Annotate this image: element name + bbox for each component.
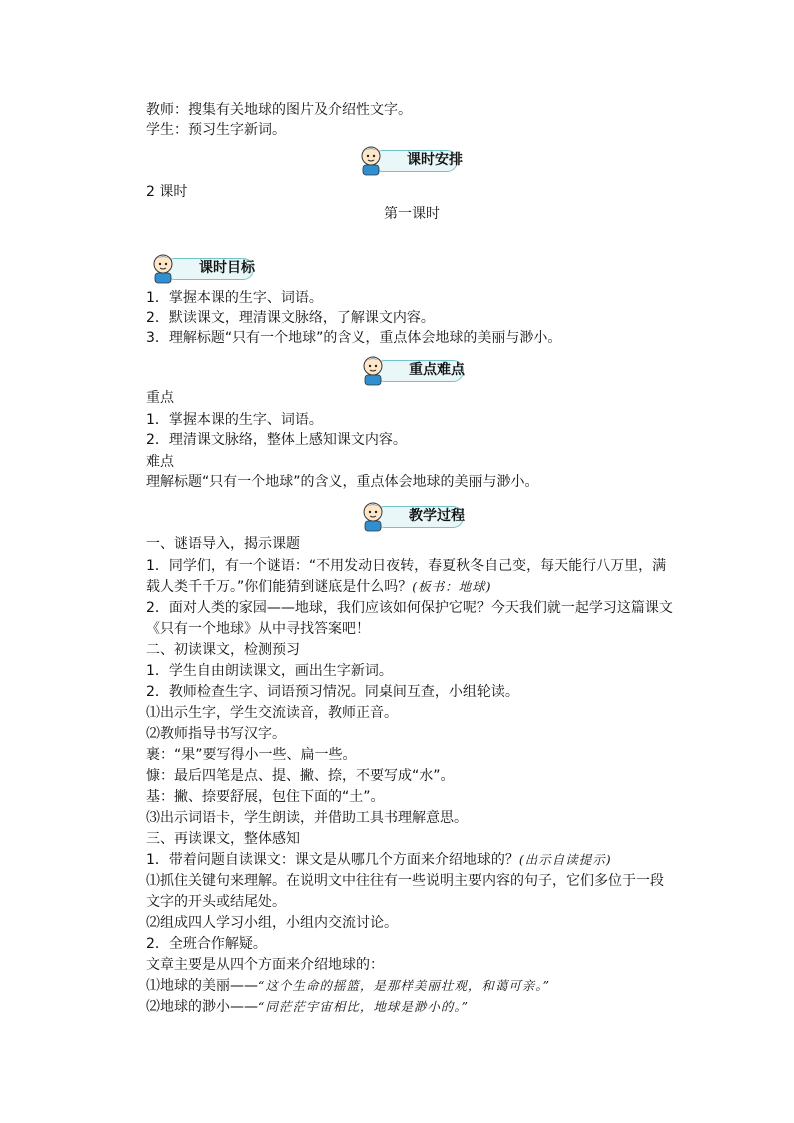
paragraph-text: ⑵地球的渺小—— <box>146 999 258 1015</box>
paragraph-line: 1．同学们，有一个谜语：“不用发动日夜转，春夏秋冬自己变，每天能行八万里，满 <box>146 558 667 574</box>
section-title-keypoints: 重点难点 <box>374 360 464 382</box>
lesson-title: 第一课时 <box>384 206 440 222</box>
quote-text: “这个生命的摇篮，是那样美丽壮观，和蔼可亲。” <box>258 978 551 993</box>
paragraph-line: 慷：最后四笔是点、提、撇、捺，不要写成“水”。 <box>146 768 455 784</box>
part-heading: 三、再读课文，整体感知 <box>146 831 300 847</box>
paragraph-line: 文字的开头或结尾处。 <box>146 894 286 910</box>
paragraph-line: 2．面对人类的家园——地球，我们应该如何保护它呢？今天我们就一起学习这篇课文 <box>146 600 673 616</box>
paragraph-line: 1．学生自由朗读课文，画出生字新词。 <box>146 663 393 679</box>
key-item: 2．理清课文脉络，整体上感知课文内容。 <box>146 432 407 448</box>
quote-text: “同茫茫宇宙相比，地球是渺小的。” <box>258 999 470 1014</box>
paragraph-line: ⑵教师指导书写汉字。 <box>146 726 286 742</box>
boy-mascot-icon <box>356 500 390 532</box>
goal-item: 3．理解标题“只有一个地球”的含义，重点体会地球的美丽与渺小。 <box>146 330 562 346</box>
paragraph-line: ⑴抓住关键句来理解。在说明文中往往有一些说明主要内容的句子，它们多位于一段 <box>146 873 664 889</box>
part-heading: 一、谜语导入，揭示课题 <box>146 536 300 552</box>
section-title-schedule: 课时安排 <box>372 150 458 172</box>
paragraph-line: 文章主要是从四个方面来介绍地球的： <box>146 957 384 973</box>
schedule-hours: 2 课时 <box>146 184 188 200</box>
key-title: 重点 <box>146 390 174 406</box>
key-item: 1．掌握本课的生字、词语。 <box>146 412 323 428</box>
boy-mascot-icon <box>354 144 388 176</box>
paragraph-line: 2．教师检查生字、词语预习情况。同桌间互查，小组轮读。 <box>146 684 519 700</box>
difficulty-text: 理解标题“只有一个地球”的含义，重点体会地球的美丽与渺小。 <box>146 474 539 490</box>
section-title-goals: 课时目标 <box>164 258 254 280</box>
goal-item: 2．默读课文，理清课文脉络，了解课文内容。 <box>146 310 435 326</box>
boy-mascot-icon <box>146 252 180 284</box>
paragraph-line: ⑵组成四人学习小组，小组内交流讨论。 <box>146 915 398 931</box>
board-note: (板书：地球) <box>412 579 492 594</box>
difficulty-title: 难点 <box>146 454 174 470</box>
paragraph-line: 裹：“果”要写得小一些、扁一些。 <box>146 747 357 763</box>
paragraph-text: ⑴地球的美丽—— <box>146 978 258 994</box>
paragraph-line: 2．全班合作解疑。 <box>146 936 267 952</box>
paragraph-line: ⑴出示生字，学生交流读音，教师正音。 <box>146 705 398 721</box>
reading-note: (出示自读提示) <box>518 852 612 867</box>
boy-mascot-icon <box>356 354 390 386</box>
goal-item: 1．掌握本课的生字、词语。 <box>146 290 323 306</box>
paragraph-line: 基：撇、捺要舒展，包住下面的“土”。 <box>146 789 385 805</box>
paragraph-line <box>146 976 550 996</box>
paragraph-line: 《只有一个地球》从中寻找答案吧！ <box>146 621 370 637</box>
part-heading: 二、初读课文，检测预习 <box>146 642 300 658</box>
prep-student: 学生：预习生字新词。 <box>146 122 286 138</box>
paragraph-line: ⑶出示词语卡，学生朗读，并借助工具书理解意思。 <box>146 810 468 826</box>
paragraph-text: 载人类千千万。”你们能猜到谜底是什么吗？ <box>146 579 413 595</box>
prep-teacher: 教师：搜集有关地球的图片及介绍性文字。 <box>146 102 412 118</box>
section-title-process: 教学过程 <box>374 506 464 528</box>
paragraph-line <box>146 997 469 1017</box>
paragraph-line <box>146 850 612 870</box>
paragraph-text: 1．带着问题自读课文：课文是从哪几个方面来介绍地球的？ <box>146 852 519 868</box>
paragraph-line <box>146 577 492 597</box>
